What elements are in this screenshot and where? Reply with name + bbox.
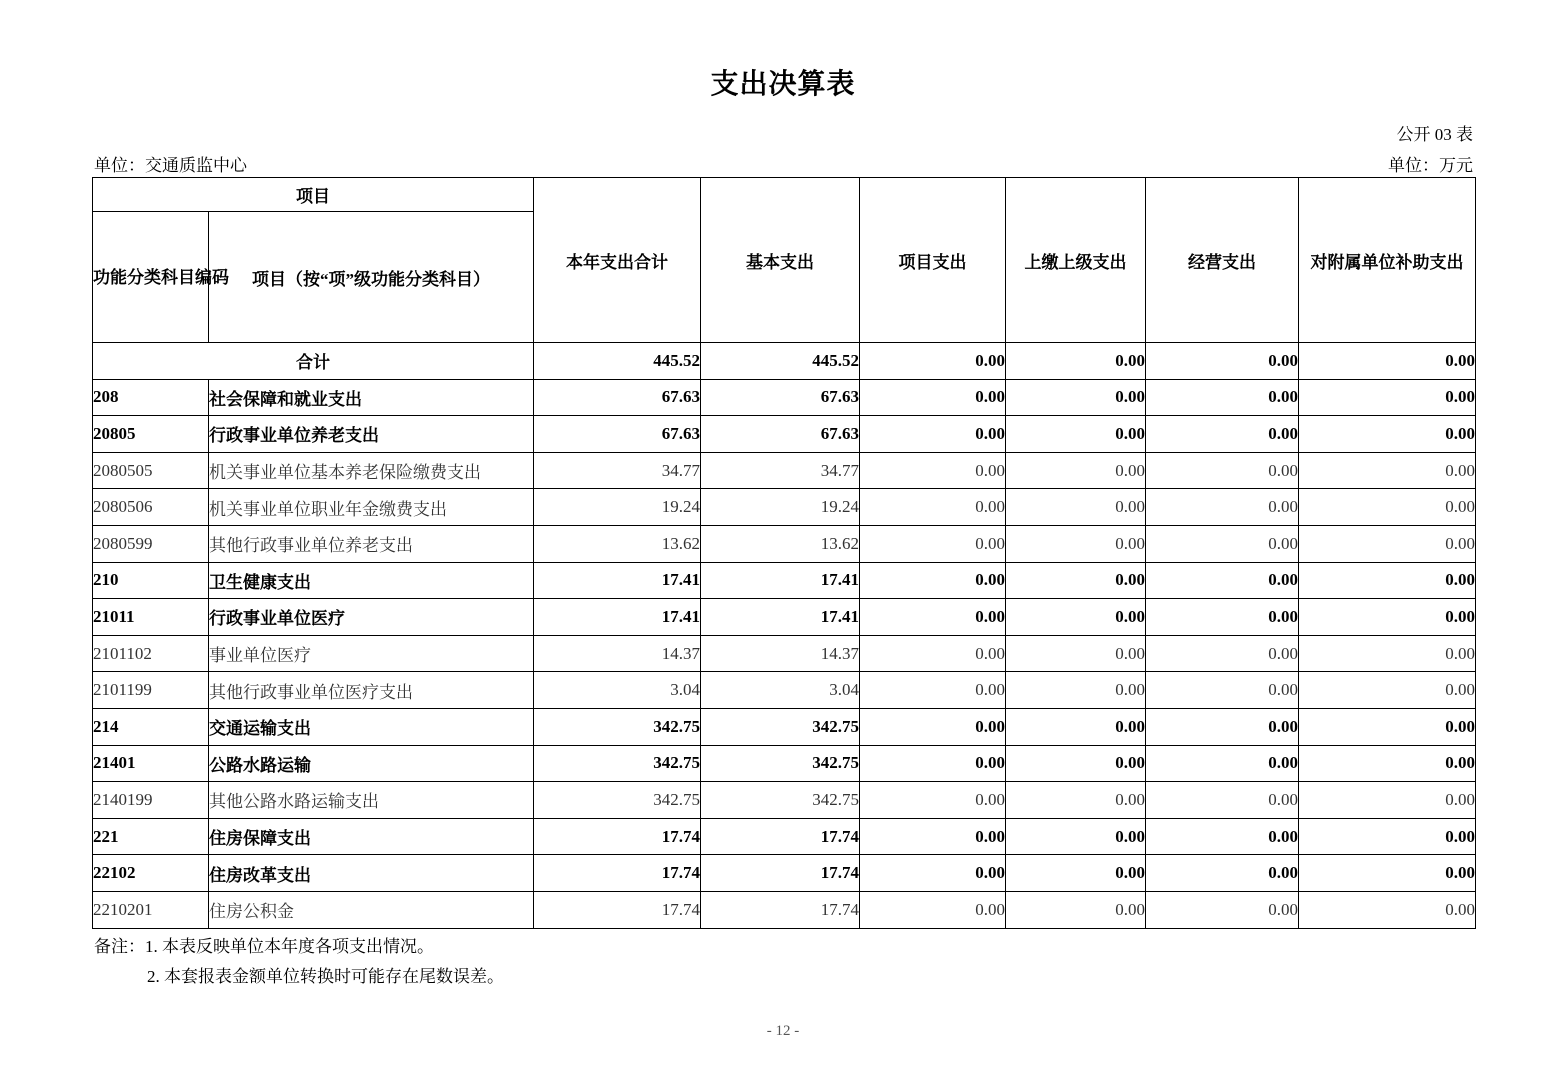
cell-basic: 17.74 <box>701 891 860 928</box>
table-row <box>93 818 1476 855</box>
cell-upper-payment: 0.00 <box>1006 672 1146 709</box>
cell-name: 其他公路水路运输支出 <box>209 782 534 819</box>
cell-upper-payment: 0.00 <box>1006 599 1146 636</box>
cell-upper-payment: 0.00 <box>1006 489 1146 526</box>
cell-subsidy: 0.00 <box>1299 745 1476 782</box>
header-project-expenditure: 项目支出 <box>860 178 1006 343</box>
cell-code: 221 <box>93 818 209 855</box>
header-total: 本年支出合计 <box>534 178 701 343</box>
cell-business: 0.00 <box>1146 855 1299 892</box>
header-project: 项目 <box>93 178 534 212</box>
cell-code: 2210201 <box>93 891 209 928</box>
cell-business: 0.00 <box>1146 562 1299 599</box>
cell-total: 342.75 <box>534 708 701 745</box>
cell-total: 17.74 <box>534 891 701 928</box>
page-title: 支出决算表 <box>710 69 856 100</box>
cell-basic: 13.62 <box>701 525 860 562</box>
cell-business: 0.00 <box>1146 452 1299 489</box>
table-row <box>93 891 1476 928</box>
cell-business: 0.00 <box>1146 818 1299 855</box>
cell-business: 0.00 <box>1146 708 1299 745</box>
cell-business: 0.00 <box>1146 489 1299 526</box>
cell-upper-payment: 0.00 <box>1006 379 1146 416</box>
cell-total: 67.63 <box>534 379 701 416</box>
table-row <box>93 452 1476 489</box>
cell-total: 34.77 <box>534 452 701 489</box>
cell-name: 事业单位医疗 <box>209 635 534 672</box>
cell-total: 67.63 <box>534 416 701 453</box>
cell-basic: 34.77 <box>701 452 860 489</box>
cell-code: 2140199 <box>93 782 209 819</box>
cell-project-expenditure: 0.00 <box>860 635 1006 672</box>
cell-upper-payment: 0.00 <box>1006 818 1146 855</box>
cell-basic: 17.41 <box>701 599 860 636</box>
table-header <box>93 178 1476 343</box>
cell-project-expenditure: 0.00 <box>860 599 1006 636</box>
reporting-unit: 单位：交通质监中心 <box>94 156 247 175</box>
cell-subsidy: 0.00 <box>1299 343 1476 380</box>
cell-subsidy: 0.00 <box>1299 379 1476 416</box>
cell-subsidy: 0.00 <box>1299 525 1476 562</box>
cell-subsidy: 0.00 <box>1299 452 1476 489</box>
cell-project-expenditure: 0.00 <box>860 891 1006 928</box>
cell-total: 17.41 <box>534 562 701 599</box>
cell-subsidy: 0.00 <box>1299 562 1476 599</box>
cell-code: 208 <box>93 379 209 416</box>
page-number: - 12 - <box>766 1023 800 1039</box>
cell-basic: 17.74 <box>701 855 860 892</box>
cell-subsidy: 0.00 <box>1299 782 1476 819</box>
cell-total: 17.41 <box>534 599 701 636</box>
cell-basic: 14.37 <box>701 635 860 672</box>
cell-project-expenditure: 0.00 <box>860 855 1006 892</box>
cell-upper-payment: 0.00 <box>1006 855 1146 892</box>
header-business: 经营支出 <box>1146 178 1299 343</box>
cell-business: 0.00 <box>1146 599 1299 636</box>
cell-name: 交通运输支出 <box>209 708 534 745</box>
cell-project-expenditure: 0.00 <box>860 782 1006 819</box>
table-row <box>93 708 1476 745</box>
cell-basic: 17.74 <box>701 818 860 855</box>
notes <box>94 932 504 992</box>
cell-business: 0.00 <box>1146 745 1299 782</box>
cell-project-expenditure: 0.00 <box>860 379 1006 416</box>
cell-total: 17.74 <box>534 855 701 892</box>
cell-subsidy: 0.00 <box>1299 708 1476 745</box>
cell-total: 342.75 <box>534 745 701 782</box>
cell-name: 社会保障和就业支出 <box>209 379 534 416</box>
cell-code: 210 <box>93 562 209 599</box>
table-row <box>93 782 1476 819</box>
header-name: 项目（按“项”级功能分类科目） <box>209 212 534 343</box>
cell-business: 0.00 <box>1146 635 1299 672</box>
cell-basic: 67.63 <box>701 416 860 453</box>
cell-code: 214 <box>93 708 209 745</box>
cell-total: 3.04 <box>534 672 701 709</box>
table-row <box>93 672 1476 709</box>
cell-business: 0.00 <box>1146 416 1299 453</box>
cell-upper-payment: 0.00 <box>1006 452 1146 489</box>
table-row <box>93 489 1476 526</box>
table-row <box>93 379 1476 416</box>
form-number: 公开 03 表 <box>1396 125 1473 144</box>
cell-basic: 3.04 <box>701 672 860 709</box>
table-row <box>93 855 1476 892</box>
cell-upper-payment: 0.00 <box>1006 708 1146 745</box>
cell-name: 住房公积金 <box>209 891 534 928</box>
cell-basic: 342.75 <box>701 782 860 819</box>
cell-business: 0.00 <box>1146 672 1299 709</box>
cell-name: 住房改革支出 <box>209 855 534 892</box>
header-upper-payment: 上缴上级支出 <box>1006 178 1146 343</box>
cell-project-expenditure: 0.00 <box>860 525 1006 562</box>
cell-code: 2080506 <box>93 489 209 526</box>
cell-upper-payment: 0.00 <box>1006 525 1146 562</box>
cell-name: 住房保障支出 <box>209 818 534 855</box>
cell-upper-payment: 0.00 <box>1006 416 1146 453</box>
cell-project-expenditure: 0.00 <box>860 818 1006 855</box>
cell-subsidy: 0.00 <box>1299 489 1476 526</box>
cell-business: 0.00 <box>1146 891 1299 928</box>
table-row <box>93 562 1476 599</box>
expenditure-table <box>92 177 1476 929</box>
cell-total: 342.75 <box>534 782 701 819</box>
cell-upper-payment: 0.00 <box>1006 891 1146 928</box>
cell-business: 0.00 <box>1146 525 1299 562</box>
cell-subsidy: 0.00 <box>1299 672 1476 709</box>
table-body <box>93 343 1476 929</box>
header-code: 功能分类科目编码 <box>93 212 209 343</box>
cell-total: 14.37 <box>534 635 701 672</box>
cell-basic: 342.75 <box>701 708 860 745</box>
cell-total: 17.74 <box>534 818 701 855</box>
currency-unit: 单位：万元 <box>1388 156 1473 175</box>
cell-project-expenditure: 0.00 <box>860 489 1006 526</box>
cell-business: 0.00 <box>1146 782 1299 819</box>
cell-upper-payment: 0.00 <box>1006 562 1146 599</box>
note-1: 备注：1. 本表反映单位本年度各项支出情况。 <box>94 937 434 956</box>
cell-subsidy: 0.00 <box>1299 891 1476 928</box>
cell-code: 20805 <box>93 416 209 453</box>
cell-basic: 67.63 <box>701 379 860 416</box>
cell-name: 行政事业单位医疗 <box>209 599 534 636</box>
cell-name: 行政事业单位养老支出 <box>209 416 534 453</box>
cell-subsidy: 0.00 <box>1299 416 1476 453</box>
cell-project-expenditure: 0.00 <box>860 672 1006 709</box>
cell-total: 445.52 <box>534 343 701 380</box>
cell-basic: 445.52 <box>701 343 860 380</box>
cell-project-expenditure: 0.00 <box>860 745 1006 782</box>
cell-code: 2080599 <box>93 525 209 562</box>
cell-code: 2101102 <box>93 635 209 672</box>
cell-basic: 342.75 <box>701 745 860 782</box>
table-row <box>93 745 1476 782</box>
cell-upper-payment: 0.00 <box>1006 782 1146 819</box>
cell-project-expenditure: 0.00 <box>860 562 1006 599</box>
cell-subsidy: 0.00 <box>1299 855 1476 892</box>
cell-name: 卫生健康支出 <box>209 562 534 599</box>
cell-code: 21401 <box>93 745 209 782</box>
note-2: 2. 本套报表金额单位转换时可能存在尾数误差。 <box>147 967 504 986</box>
cell-project-expenditure: 0.00 <box>860 708 1006 745</box>
cell-name: 其他行政事业单位医疗支出 <box>209 672 534 709</box>
cell-project-expenditure: 0.00 <box>860 452 1006 489</box>
cell-code: 22102 <box>93 855 209 892</box>
cell-subsidy: 0.00 <box>1299 818 1476 855</box>
table-row <box>93 599 1476 636</box>
cell-total: 19.24 <box>534 489 701 526</box>
cell-basic: 19.24 <box>701 489 860 526</box>
cell-name: 公路水路运输 <box>209 745 534 782</box>
cell-code: 2101199 <box>93 672 209 709</box>
cell-upper-payment: 0.00 <box>1006 745 1146 782</box>
cell-code: 21011 <box>93 599 209 636</box>
total-row <box>93 343 1476 380</box>
cell-code: 2080505 <box>93 452 209 489</box>
cell-name: 其他行政事业单位养老支出 <box>209 525 534 562</box>
cell-total: 13.62 <box>534 525 701 562</box>
cell-upper-payment: 0.00 <box>1006 343 1146 380</box>
table-row <box>93 525 1476 562</box>
cell-name: 机关事业单位职业年金缴费支出 <box>209 489 534 526</box>
header-subsidy: 对附属单位补助支出 <box>1299 178 1476 343</box>
cell-business: 0.00 <box>1146 379 1299 416</box>
cell-project-expenditure: 0.00 <box>860 416 1006 453</box>
header-basic: 基本支出 <box>701 178 860 343</box>
table-row <box>93 416 1476 453</box>
table-row <box>93 635 1476 672</box>
cell-basic: 17.41 <box>701 562 860 599</box>
cell-subsidy: 0.00 <box>1299 635 1476 672</box>
cell-upper-payment: 0.00 <box>1006 635 1146 672</box>
cell-subsidy: 0.00 <box>1299 599 1476 636</box>
cell-business: 0.00 <box>1146 343 1299 380</box>
cell-name: 机关事业单位基本养老保险缴费支出 <box>209 452 534 489</box>
cell-project-expenditure: 0.00 <box>860 343 1006 380</box>
total-label: 合计 <box>93 343 534 380</box>
